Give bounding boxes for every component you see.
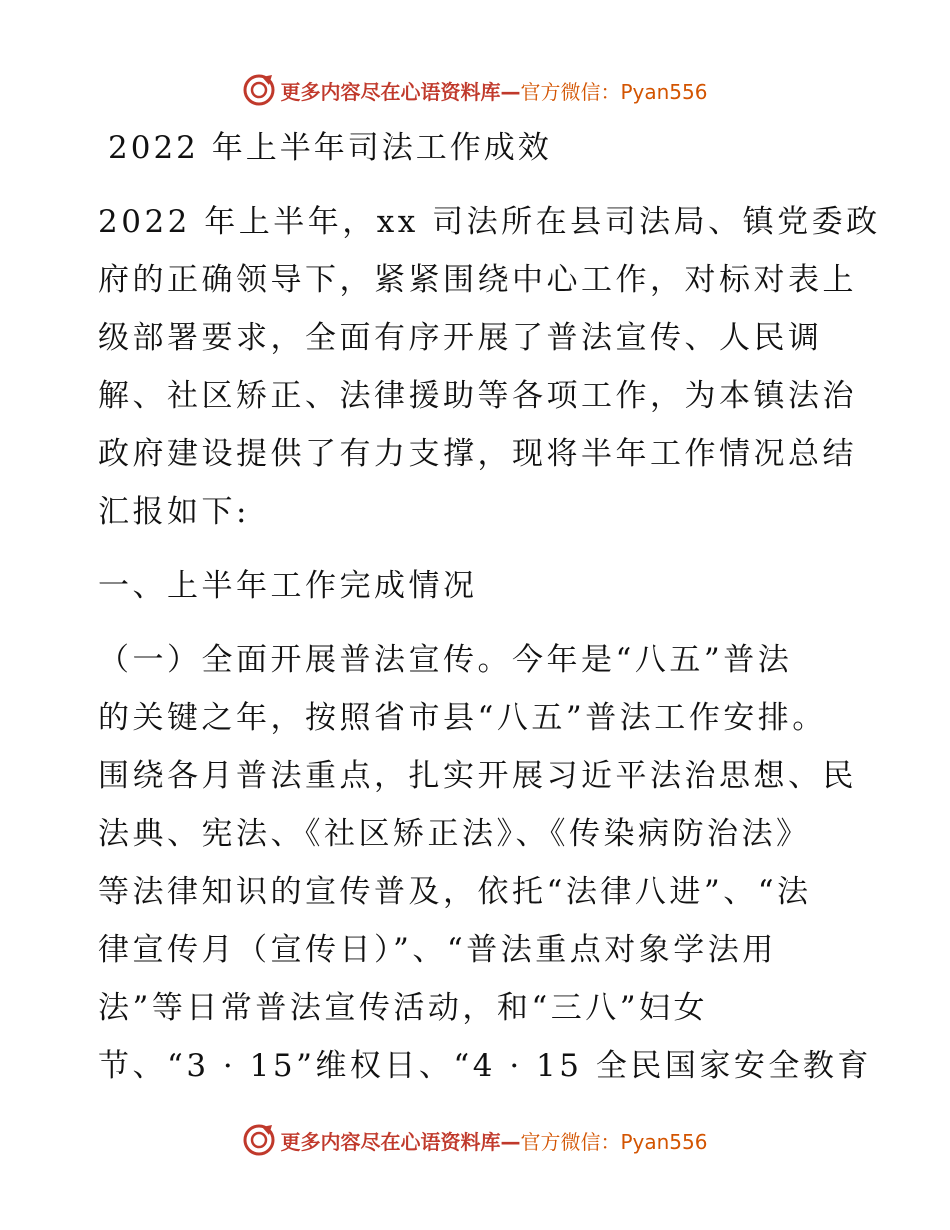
body-line-4: 法典、宪法、《社区矫正法》、《传染病防治法》 bbox=[98, 816, 811, 852]
intro-line-3: 级部署要求，全面有序开展了普法宣传、人民调 bbox=[98, 320, 823, 356]
body-line-6: 律宣传月（宣传日）”、“普法重点对象学法用 bbox=[98, 932, 777, 968]
intro-line-2: 府的正确领导下，紧紧围绕中心工作，对标对表上 bbox=[98, 262, 857, 298]
seal-logo-icon bbox=[242, 1123, 276, 1157]
watermark-text bbox=[280, 1126, 707, 1155]
watermark-wechat: 官方微信：Pyan556 bbox=[520, 79, 708, 104]
body-line-2: 的关键之年，按照省市县“八五”普法工作安排。 bbox=[98, 700, 827, 736]
intro-line-1: 2022 年上半年，xx 司法所在县司法局、镇党委政 bbox=[98, 204, 881, 240]
body-line-5: 等法律知识的宣传普及，依托“法律八进”、“法 bbox=[98, 874, 812, 910]
body-line-3: 围绕各月普法重点，扎实开展习近平法治思想、民 bbox=[98, 758, 857, 794]
watermark-banner-top bbox=[0, 70, 950, 110]
document-title: 2022 年上半年司法工作成效 bbox=[108, 130, 552, 166]
body-line-7: 法”等日常普法宣传活动，和“三八”妇女 bbox=[98, 990, 709, 1026]
section-heading: 一、上半年工作完成情况 bbox=[98, 568, 478, 604]
watermark-wechat: 官方微信：Pyan556 bbox=[520, 1129, 708, 1154]
intro-line-6: 汇报如下: bbox=[98, 494, 250, 530]
watermark-brand: 更多内容尽在心语资料库— bbox=[280, 1129, 521, 1154]
seal-logo-icon bbox=[242, 73, 276, 107]
body-line-8: 节、“3 · 15”维权日、“4 · 15 全民国家安全教育 bbox=[98, 1048, 872, 1084]
intro-line-5: 政府建设提供了有力支撑，现将半年工作情况总结 bbox=[98, 436, 857, 472]
body-line-1: （一）全面开展普法宣传。今年是“八五”普法 bbox=[98, 642, 793, 678]
watermark-banner-bottom bbox=[0, 1120, 950, 1160]
watermark-brand: 更多内容尽在心语资料库— bbox=[280, 79, 521, 104]
watermark-text bbox=[280, 76, 707, 105]
intro-line-4: 解、社区矫正、法律援助等各项工作，为本镇法治 bbox=[98, 378, 857, 414]
